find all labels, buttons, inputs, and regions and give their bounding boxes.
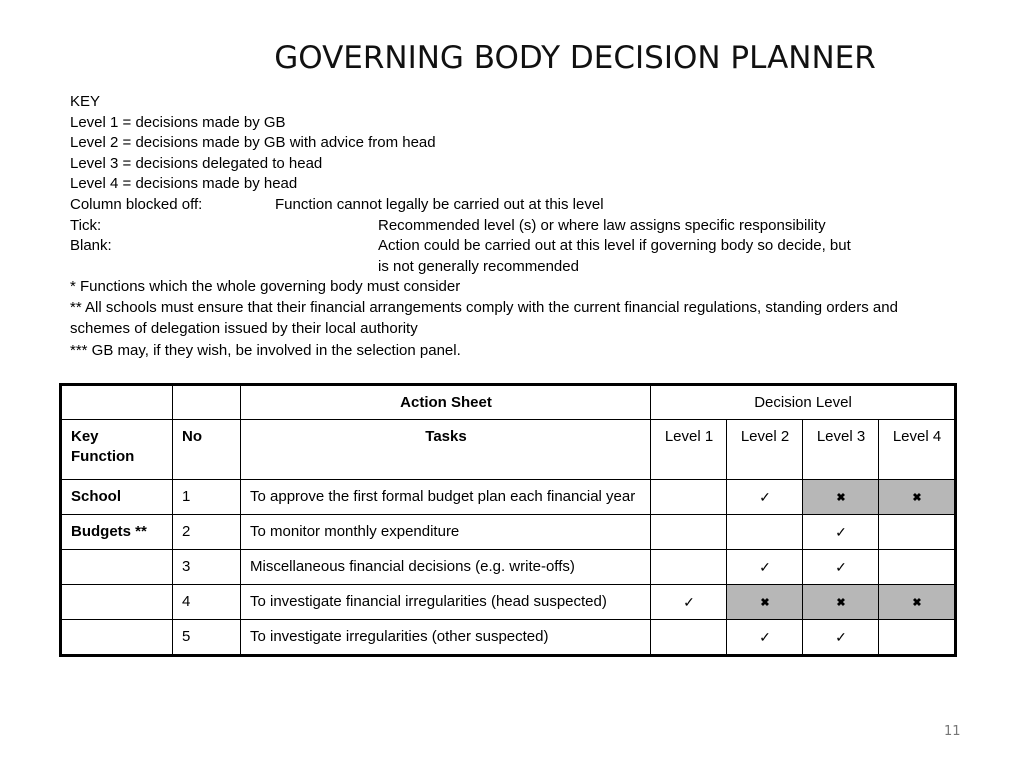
key-note-1: * Functions which the whole governing body must consider bbox=[70, 278, 461, 296]
task-number-cell: 2 bbox=[173, 515, 241, 550]
level-1-cell bbox=[651, 620, 727, 656]
key-blocked-text: Function cannot legally be carried out at this level bbox=[275, 195, 604, 213]
table-header-row-1 bbox=[61, 385, 956, 420]
tick-icon: ✓ bbox=[835, 524, 847, 540]
key-tick bbox=[70, 216, 950, 237]
header-empty-2 bbox=[173, 385, 241, 420]
key-function-cell bbox=[61, 620, 173, 656]
level-4-cell bbox=[879, 585, 956, 620]
key-blank-text-1: Action could be carried out at this level if governing body so decide, but bbox=[378, 237, 851, 255]
level-4-cell bbox=[879, 550, 956, 585]
table-row bbox=[61, 515, 956, 550]
tick-icon: ✓ bbox=[759, 489, 771, 505]
key-note-2: ** All schools must ensure that their financial arrangements comply with the current financial regulations, standing orders and schemes of delegation issued by their local authority bbox=[70, 298, 898, 337]
level-2-cell bbox=[727, 480, 803, 515]
header-decision-level: Decision Level bbox=[651, 385, 956, 420]
cross-icon: ✖ bbox=[912, 492, 922, 504]
level-2-cell bbox=[727, 550, 803, 585]
key-function-cell: School bbox=[61, 480, 173, 515]
key-level-3: Level 3 = decisions delegated to head bbox=[70, 154, 323, 172]
task-number-cell: 3 bbox=[173, 550, 241, 585]
level-2-cell bbox=[727, 585, 803, 620]
key-level-4: Level 4 = decisions made by head bbox=[70, 175, 298, 193]
page-title: GOVERNING BODY DECISION PLANNER bbox=[274, 40, 876, 76]
task-cell: Miscellaneous financial decisions (e.g. write-offs) bbox=[241, 550, 651, 585]
tick-icon: ✓ bbox=[683, 594, 695, 610]
task-number-cell: 5 bbox=[173, 620, 241, 656]
level-4-cell bbox=[879, 620, 956, 656]
header-level-2: Level 2 bbox=[727, 420, 803, 480]
tick-icon: ✓ bbox=[835, 629, 847, 645]
key-blank bbox=[70, 236, 950, 257]
key-level-2: Level 2 = decisions made by GB with advice from head bbox=[70, 134, 436, 152]
task-cell: To approve the first formal budget plan each financial year bbox=[241, 480, 651, 515]
cross-icon: ✖ bbox=[912, 597, 922, 609]
cross-icon: ✖ bbox=[836, 492, 846, 504]
level-3-cell bbox=[803, 620, 879, 656]
task-cell: To investigate irregularities (other suspected) bbox=[241, 620, 651, 656]
header-empty-1 bbox=[61, 385, 173, 420]
header-level-3: Level 3 bbox=[803, 420, 879, 480]
page-number: 11 bbox=[944, 724, 961, 739]
table-row bbox=[61, 550, 956, 585]
level-1-cell bbox=[651, 585, 727, 620]
decision-table bbox=[59, 383, 957, 657]
level-3-cell bbox=[803, 585, 879, 620]
header-level-4: Level 4 bbox=[879, 420, 956, 480]
level-1-cell bbox=[651, 480, 727, 515]
level-3-cell bbox=[803, 550, 879, 585]
key-tick-label: Tick: bbox=[70, 216, 102, 234]
task-number-cell: 1 bbox=[173, 480, 241, 515]
key-blocked-label: Column blocked off: bbox=[70, 195, 203, 213]
key-blank-label: Blank: bbox=[70, 237, 112, 255]
task-cell: To monitor monthly expenditure bbox=[241, 515, 651, 550]
level-2-cell bbox=[727, 620, 803, 656]
header-no: No bbox=[173, 420, 241, 480]
level-1-cell bbox=[651, 515, 727, 550]
key-function-cell bbox=[61, 585, 173, 620]
key-function-cell bbox=[61, 550, 173, 585]
table-row bbox=[61, 585, 956, 620]
header-tasks: Tasks bbox=[241, 420, 651, 480]
level-3-cell bbox=[803, 480, 879, 515]
table-row bbox=[61, 480, 956, 515]
cross-icon: ✖ bbox=[836, 597, 846, 609]
tick-icon: ✓ bbox=[835, 559, 847, 575]
tick-icon: ✓ bbox=[759, 629, 771, 645]
key-section bbox=[70, 92, 950, 362]
task-number-cell: 4 bbox=[173, 585, 241, 620]
key-function-cell: Budgets ** bbox=[61, 515, 173, 550]
level-1-cell bbox=[651, 550, 727, 585]
key-heading: KEY bbox=[70, 93, 101, 110]
table-row bbox=[61, 620, 956, 656]
header-level-1: Level 1 bbox=[651, 420, 727, 480]
tick-icon: ✓ bbox=[759, 559, 771, 575]
level-4-cell bbox=[879, 515, 956, 550]
table-header-row-2 bbox=[61, 420, 956, 480]
key-blocked bbox=[70, 195, 950, 216]
cross-icon: ✖ bbox=[760, 597, 770, 609]
header-action-sheet: Action Sheet bbox=[241, 385, 651, 420]
level-3-cell bbox=[803, 515, 879, 550]
task-cell: To investigate financial irregularities (head suspected) bbox=[241, 585, 651, 620]
level-2-cell bbox=[727, 515, 803, 550]
header-key-function: Key Function bbox=[61, 420, 173, 480]
level-4-cell bbox=[879, 480, 956, 515]
key-tick-text: Recommended level (s) or where law assigns specific responsibility bbox=[378, 216, 826, 234]
key-level-1: Level 1 = decisions made by GB bbox=[70, 113, 286, 131]
key-note-3: *** GB may, if they wish, be involved in the selection panel. bbox=[70, 342, 461, 360]
key-blank-text-2: is not generally recommended bbox=[378, 257, 579, 275]
